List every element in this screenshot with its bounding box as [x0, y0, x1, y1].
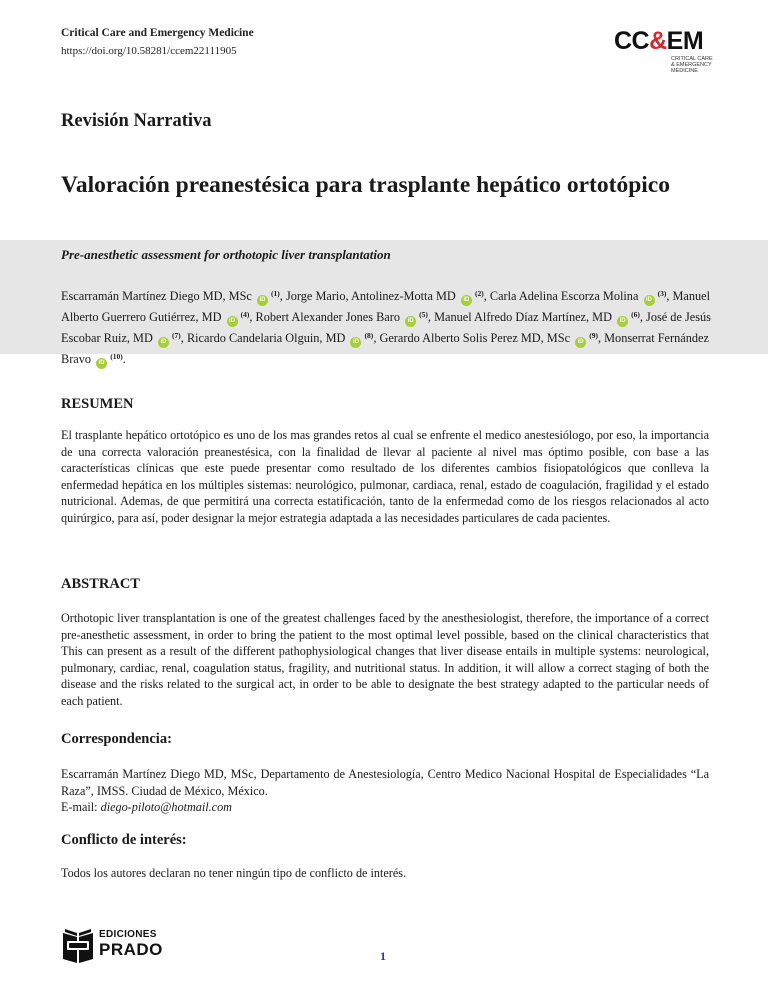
author-separator: , — [249, 310, 256, 324]
abstract-heading: ABSTRACT — [61, 576, 140, 592]
doi-link[interactable]: https://doi.org/10.58281/ccem22111905 — [61, 45, 237, 57]
author-name: Monserrat Fernández Bravo — [61, 331, 709, 366]
author-separator: , — [639, 310, 647, 324]
author-affiliation: (9) — [589, 331, 598, 340]
author-name: José de Jesús Escobar Ruiz, MD — [61, 310, 711, 345]
author-name: Manuel Alberto Guerrero Gutiérrez, MD — [61, 289, 711, 324]
orcid-icon[interactable]: iD — [461, 295, 472, 306]
logo-sub-line: & EMERGENCY — [671, 62, 712, 69]
author-affiliation: (3) — [657, 289, 667, 298]
author-name: Robert Alexander Jones Baro — [255, 310, 400, 324]
publisher-small: EDICIONES — [99, 929, 157, 940]
correspondence-text — [61, 766, 709, 816]
article-title: Valoración preanestésica para trasplante hepático ortotópico — [61, 172, 670, 198]
author-affiliation: (5) — [419, 310, 428, 319]
correspondence-heading: Correspondencia: — [61, 731, 172, 747]
article-type: Revisión Narrativa — [61, 111, 212, 131]
journal-name: Critical Care and Emergency Medicine — [61, 27, 254, 39]
journal-logo — [614, 28, 714, 75]
author-name: Carla Adelina Escorza Molina — [489, 289, 639, 303]
author-separator: , — [666, 289, 673, 303]
author-separator: . — [122, 352, 126, 366]
orcid-icon[interactable]: iD — [575, 337, 586, 348]
author-affiliation: (2) — [474, 289, 484, 298]
logo-sub-line: CRITICAL CARE — [671, 56, 713, 62]
conflict-text: Todos los autores declaran no tener ningún tipo de conflicto de interés. — [61, 866, 407, 880]
author-separator: , — [180, 331, 187, 345]
author-name: Escarramán Martínez Diego MD, MSc — [61, 289, 252, 303]
resumen-heading: RESUMEN — [61, 396, 134, 412]
logo-cc: CC — [614, 27, 650, 55]
author-name: Gerardo Alberto Solis Perez MD, MSc — [379, 331, 571, 345]
author-separator: , — [483, 289, 490, 303]
author-name: Manuel Alfredo Díaz Martínez, MD — [434, 310, 612, 324]
author-affiliation: (1) — [271, 289, 280, 298]
author-affiliation: (6) — [631, 310, 640, 319]
author-name: Jorge Mario, Antolinez-Motta MD — [285, 289, 456, 303]
resumen-text: El trasplante hepático ortotópico es uno de los mas grandes retos al cual se enfrente el medico anestesiólogo, por eso, la importancia de una correcta valoración preanestésica, con la finalidad de llevar al paciente al nivel mas óptimo posible, con base a las características clínicas que este puede presentar como resultado de los diferentes cambios fisiopatológicos que conlleva la enfermedad hepática en los múltiples sistemas: neurológico, pulmonar, cardiaca, renal, estado de coagulación, fragilidad y el estado nutricional. Ademas, de que permitirá una correcta estatificación, tanto de la enfermedad como de los riesgos relacionados al acto quirúrgico, para así, poder designar la mejor estrategia adaptada a las necesidades particulares de cada pacientes. — [61, 428, 709, 525]
logo-sub-line: MEDICINE — [671, 68, 698, 75]
author-affiliation: (10) — [110, 352, 123, 361]
author-affiliation: (8) — [364, 331, 374, 340]
orcid-icon[interactable]: iD — [227, 316, 238, 327]
conflict-heading: Conflicto de interés: — [61, 832, 187, 848]
author-separator: , — [597, 331, 605, 345]
author-affiliation: (7) — [172, 331, 181, 340]
page-number: 1 — [380, 949, 386, 963]
orcid-icon[interactable]: iD — [405, 316, 416, 327]
logo-subtitle — [671, 56, 714, 75]
orcid-icon[interactable]: iD — [158, 337, 169, 348]
publisher-name — [99, 929, 163, 958]
orcid-icon[interactable]: iD — [350, 337, 361, 348]
orcid-icon[interactable]: iD — [617, 316, 628, 327]
logo-amp: & — [649, 27, 667, 55]
book-icon — [61, 927, 95, 965]
email-link[interactable]: diego-piloto@hotmail.com — [100, 800, 232, 815]
author-separator: , — [373, 331, 380, 345]
abstract-text: Orthotopic liver transplantation is one of the greatest challenges faced by the anesthesiologist, therefore, the importance of a correct pre-anesthetic assessment, in order to bring the patient to the most optimal level possible, based on the clinical characteristics that This can present as a result of the different pathophysiological changes that liver disease entails in multiple systems: neurological, pulmonary, cardiac, renal, coagulation status, fragility, and nutritional status. In addition, it will allow a correct staging of both the disease and the risks related to the surgical act, in order to be able to designate the best strategy adapted to the particular needs of each patient. — [61, 611, 709, 708]
correspondence-address: Escarramán Martínez Diego MD, MSc, Departamento de Anestesiología, Centro Medico Nacional Hospital de Especialidades “La Raza”, IMSS. Ciudad de México, México. — [61, 767, 709, 798]
author-list — [61, 285, 711, 369]
logo-em: EM — [666, 27, 704, 55]
english-title: Pre-anesthetic assessment for orthotopic liver transplantation — [61, 247, 391, 262]
email-label: E-mail: — [61, 800, 101, 815]
orcid-icon[interactable]: iD — [96, 358, 107, 369]
author-separator: , — [427, 310, 435, 324]
orcid-icon[interactable]: iD — [257, 295, 268, 306]
publisher-big: PRADO — [99, 940, 163, 959]
author-affiliation: (4) — [240, 310, 250, 319]
author-name: Ricardo Candelaria Olguin, MD — [186, 331, 346, 345]
author-separator: , — [279, 289, 286, 303]
orcid-icon[interactable]: iD — [644, 295, 655, 306]
publisher-logo — [61, 925, 171, 965]
